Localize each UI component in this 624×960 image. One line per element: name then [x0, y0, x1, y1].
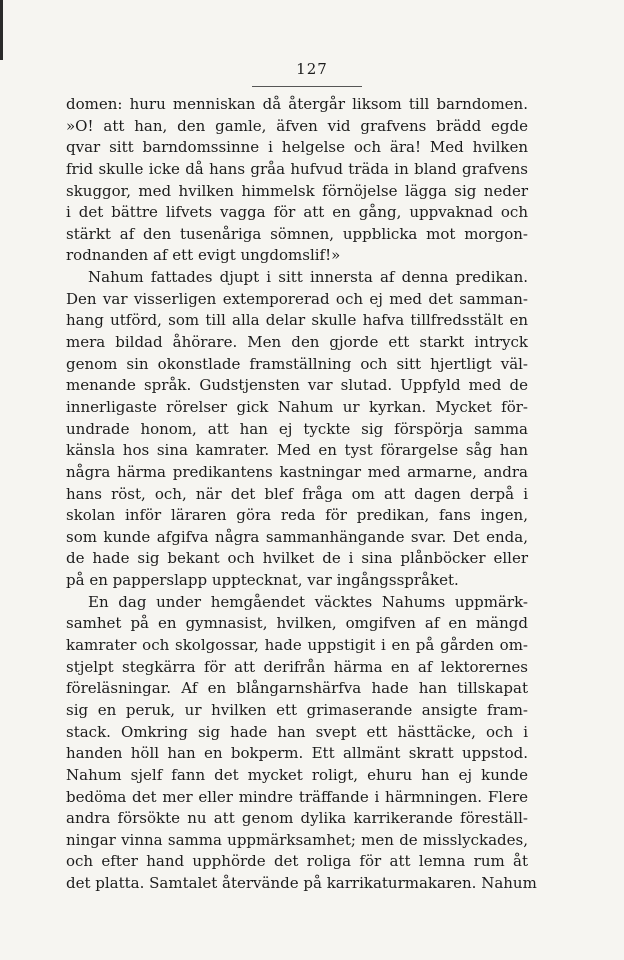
- text-line: innerligaste rörelser gick Nahum ur kyrkan. Mycket för-: [66, 397, 528, 416]
- text-line: Nahum fattades djupt i sitt innersta af denna predikan.: [88, 268, 528, 287]
- text-line: andra försökte nu att genom dylika karrikerande föreställ-: [66, 809, 528, 828]
- text-line: Nahum sjelf fann det mycket roligt, ehuru han ej kunde: [66, 765, 528, 784]
- text-line: det platta. Samtalet återvände på karrikaturmakaren. Nahum: [66, 874, 537, 893]
- text-line: de hade sig bekant och hvilket de i sina plånböcker eller: [66, 549, 528, 568]
- text-line: bedöma det mer eller mindre träffande i härmningen. Flere: [66, 787, 528, 806]
- text-line: några härma predikantens kastningar med armarne, andra: [66, 462, 528, 481]
- text-line: känsla hos sina kamrater. Med en tyst förargelse såg han: [66, 441, 528, 460]
- text-line: som kunde afgifva några sammanhängande svar. Det enda,: [66, 527, 528, 546]
- text-line: domen: huru menniskan då återgår liksom till barndomen.: [66, 95, 528, 113]
- text-line: stack. Omkring sig hade han svept ett hästtäcke, och i: [66, 722, 528, 741]
- text-line: menande språk. Gudstjensten var slutad. Uppfyld med de: [66, 376, 528, 395]
- text-line: skuggor, med hvilken himmelsk förnöjelse lägga sig neder: [66, 181, 528, 200]
- text-line: hans röst, och, när det blef fråga om att dagen derpå i: [66, 484, 528, 503]
- text-line: på en papperslapp upptecknat, var ingångsspråket.: [66, 571, 459, 590]
- text-line: stärkt af den tusenåriga sömnen, uppblicka mot morgon-: [66, 224, 528, 243]
- text-line: hang utförd, som till alla delar skulle hafva tillfredsstält en: [66, 311, 528, 330]
- text-line: stjelpt stegkärra för att derifrån härma en af lektorernes: [66, 657, 528, 676]
- text-line: Den var visserligen extemporerad och ej med det samman-: [66, 289, 528, 308]
- body-text: [66, 94, 537, 895]
- scan-edge-mark: [0, 0, 3, 60]
- text-line: mera bildad åhörare. Men den gjorde ett starkt intryck: [66, 333, 528, 352]
- header-rule: [252, 86, 362, 87]
- text-line: En dag under hemgåendet väcktes Nahums uppmärk-: [88, 592, 528, 611]
- text-line: sig en peruk, ur hvilken ett grimaserande ansigte fram-: [66, 700, 528, 719]
- text-line: i det bättre lifvets vagga för att en gång, uppvaknad och: [66, 203, 528, 222]
- text-line: qvar sitt barndomssinne i helgelse och ära! Med hvilken: [66, 138, 528, 157]
- text-line: kamrater och skolgossar, hade uppstigit i en på gården om-: [66, 636, 528, 655]
- text-line: ningar vinna samma uppmärksamhet; men de misslyckades,: [66, 830, 528, 849]
- text-line: undrade honom, att han ej tyckte sig förspörja samma: [66, 419, 528, 438]
- text-line: rodnanden af ett evigt ungdomslif!»: [66, 246, 341, 265]
- text-line: »O! att han, den gamle, äfven vid grafvens brädd egde: [66, 116, 528, 135]
- text-line: handen höll han en bokperm. Ett allmänt skratt uppstod.: [66, 744, 528, 763]
- text-line: frid skulle icke då hans gråa hufvud träda in bland grafvens: [66, 159, 528, 178]
- text-line: skolan inför läraren göra reda för predikan, fans ingen,: [66, 506, 528, 525]
- page-number: 127: [296, 60, 328, 78]
- text-line: samhet på en gymnasist, hvilken, omgifven af en mängd: [66, 614, 528, 633]
- text-line: föreläsningar. Af en blångarnshärfva hade han tillskapat: [66, 679, 528, 698]
- text-line: genom sin okonstlade framställning och sitt hjertligt väl-: [66, 354, 528, 373]
- text-line: och efter hand upphörde det roliga för att lemna rum åt: [66, 852, 528, 871]
